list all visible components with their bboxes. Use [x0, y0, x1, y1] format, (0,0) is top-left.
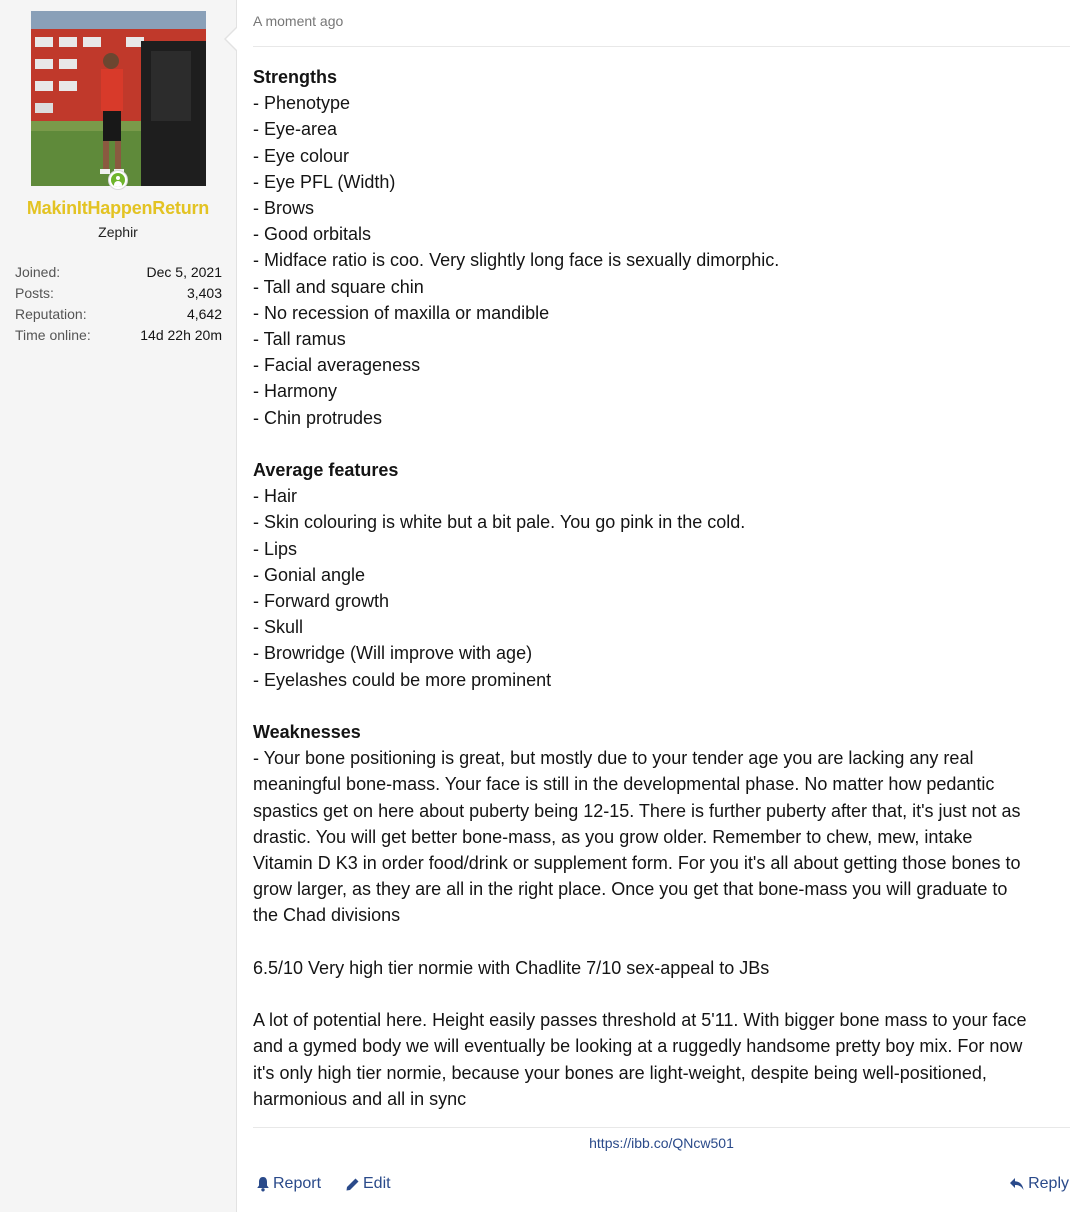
username[interactable]: MakinItHappenReturn [26, 198, 210, 218]
paragraph-line: it's only high tier normie, because your bones are light-weight, despite being well-positioned, [253, 1062, 987, 1083]
list-item: - Midface ratio is coo. Very slightly long face is sexually dimorphic. [253, 250, 780, 271]
paragraph-line: Vitamin D K3 in order food/drink or supplement form. For you it's all about getting those bones to [253, 853, 1021, 874]
list-item: - No recession of maxilla or mandible [253, 302, 550, 323]
stat-time-online [15, 327, 222, 348]
divider [253, 46, 1070, 47]
list-item: - Phenotype [253, 93, 351, 114]
stat-value: 14d 22h 20m [140, 327, 222, 343]
list-item: - Eyelashes could be more prominent [253, 669, 552, 690]
section-heading: Weaknesses [253, 722, 361, 743]
paragraph-line: - Your bone positioning is great, but mostly due to your tender age you are lacking any real [253, 748, 974, 769]
stat-value: 4,642 [186, 306, 222, 322]
bell-icon [256, 1176, 270, 1192]
stat-label: Joined: [15, 264, 61, 280]
paragraph-line: harmonious and all in sync [253, 1088, 467, 1109]
list-item: - Harmony [253, 381, 338, 402]
list-item: - Brows [253, 198, 315, 219]
list-item: - Eye PFL (Width) [253, 171, 396, 192]
paragraph-line: drastic. You will get better bone-mass, as you grow older. Remember to chew, mew, intake [253, 826, 973, 847]
edit-button[interactable] [345, 1175, 391, 1193]
stat-label: Reputation: [15, 306, 87, 322]
report-button[interactable] [256, 1175, 321, 1193]
list-item: - Eye colour [253, 145, 350, 166]
post-actions [253, 1175, 1070, 1197]
stat-value: 3,403 [186, 285, 222, 301]
paragraph-line: A lot of potential here. Height easily passes threshold at 5'11. With bigger bone mass to your face [253, 1010, 1027, 1031]
pencil-icon [345, 1177, 360, 1192]
paragraph-line: and a gymed body we will eventually be looking at a ruggedly handsome pretty boy mix. For now [253, 1036, 1023, 1057]
list-item: - Skull [253, 617, 304, 638]
divider [253, 1127, 1070, 1128]
stat-joined [15, 264, 222, 285]
rating-line: 6.5/10 Very high tier normie with Chadlite 7/10 sex-appeal to JBs [253, 957, 770, 978]
spacer [253, 929, 1070, 955]
post-timestamp[interactable]: A moment ago [253, 13, 344, 29]
spacer [253, 693, 1070, 719]
list-item: - Browridge (Will improve with age) [253, 643, 533, 664]
reply-button[interactable] [1009, 1175, 1069, 1193]
stat-label: Posts: [15, 285, 54, 301]
user-sidebar [0, 0, 237, 1212]
list-item: - Eye-area [253, 119, 338, 140]
stat-label: Time online: [15, 327, 91, 343]
spacer [253, 981, 1070, 1007]
list-item: - Facial averageness [253, 355, 421, 376]
list-item: - Tall ramus [253, 329, 346, 350]
report-label: Report [273, 1175, 322, 1192]
list-item: - Tall and square chin [253, 276, 424, 297]
stat-value: Dec 5, 2021 [146, 264, 222, 280]
stat-posts [15, 285, 222, 306]
paragraph-line: grow larger, as they are all in the right place. Once you get that bone-mass you will graduate to [253, 879, 1008, 900]
list-item: - Chin protrudes [253, 407, 383, 428]
reply-label: Reply [1028, 1175, 1069, 1192]
avatar[interactable] [31, 11, 206, 186]
list-item: - Skin colouring is white but a bit pale. You go pink in the cold. [253, 512, 746, 533]
edit-label: Edit [363, 1175, 391, 1192]
section-heading: Strengths [253, 67, 338, 87]
section-heading: Average features [253, 460, 399, 481]
reply-arrow-icon [1009, 1177, 1025, 1191]
image-link[interactable]: https://ibb.co/QNcw501 [589, 1135, 734, 1151]
list-item: - Hair [253, 486, 297, 507]
message-arrow-fill [226, 28, 237, 50]
spacer [253, 431, 1070, 457]
list-item: - Forward growth [253, 591, 390, 612]
user-title: Zephir [98, 224, 138, 240]
stat-reputation [15, 306, 222, 327]
user-online-icon [108, 170, 128, 190]
list-item: - Lips [253, 538, 298, 559]
post-body [253, 64, 1070, 1112]
user-stats [15, 264, 222, 348]
paragraph-line: meaningful bone-mass. Your face is still in the developmental phase. No matter how pedantic [253, 774, 995, 795]
paragraph-line: the Chad divisions [253, 905, 401, 926]
paragraph-line: spastics get on here about puberty being 12-15. There is further puberty after that, it's just not as [253, 800, 1021, 821]
list-item: - Good orbitals [253, 224, 372, 245]
list-item: - Gonial angle [253, 564, 366, 585]
